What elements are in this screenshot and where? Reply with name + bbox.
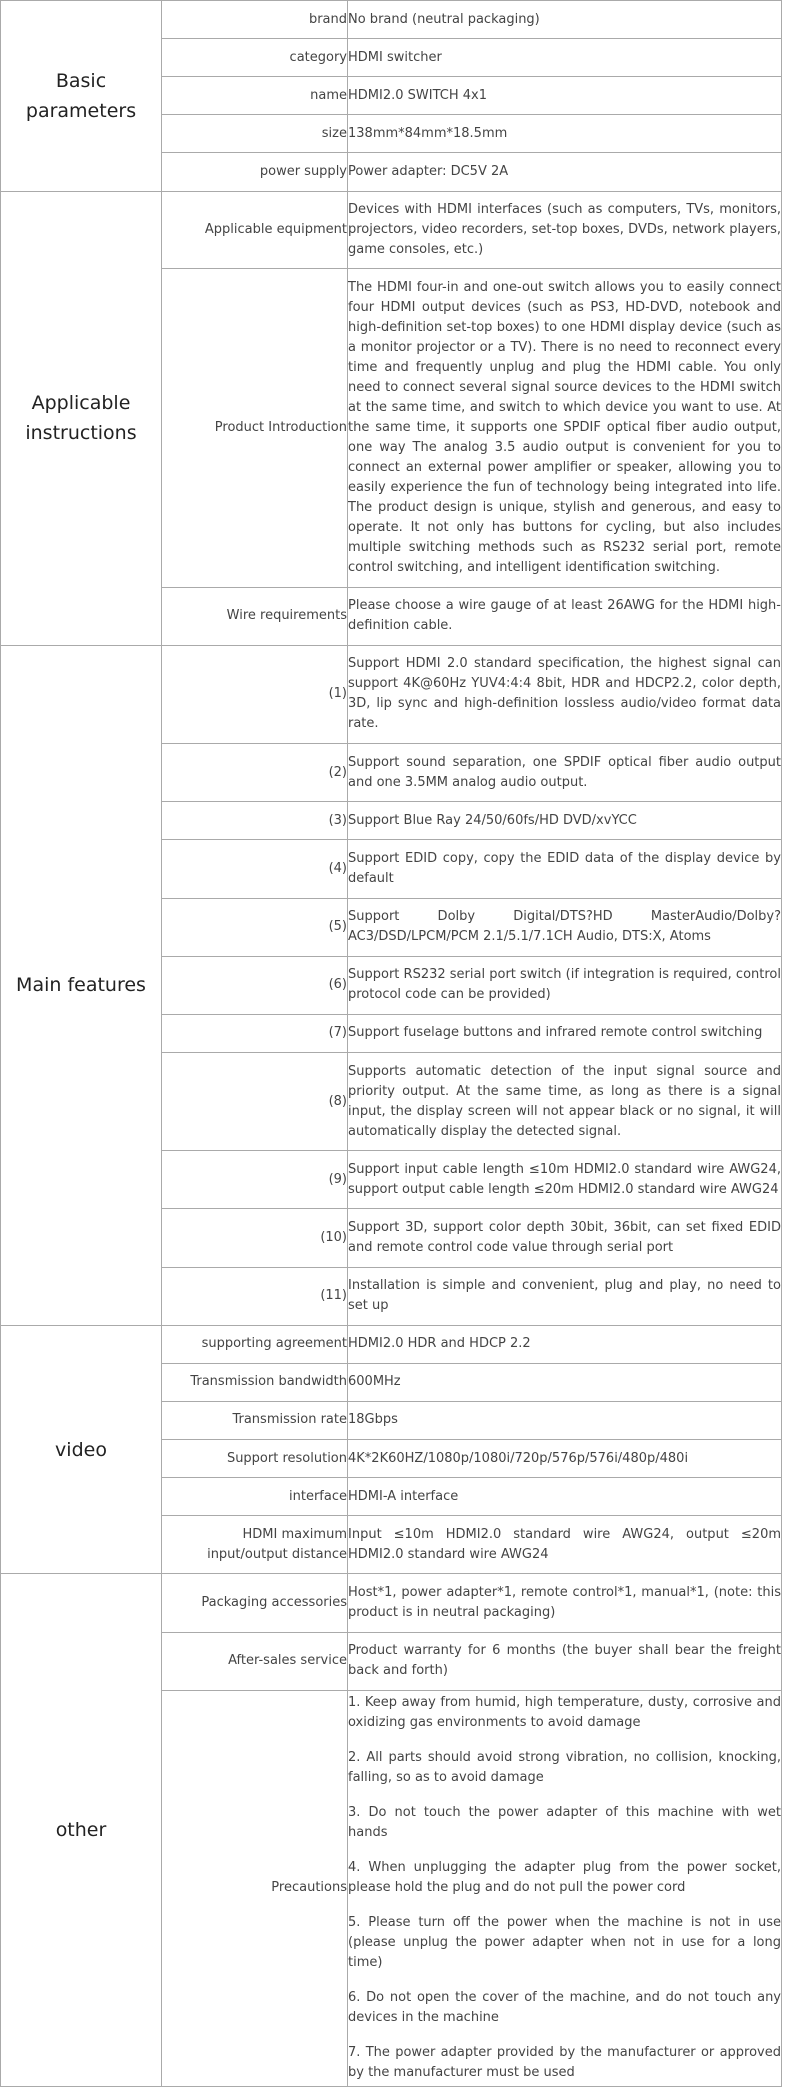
row-label: (2) — [162, 744, 348, 802]
row-value: Support Blue Ray 24/50/60fs/HD DVD/xvYCC — [348, 802, 782, 840]
group-other: other — [1, 1574, 162, 2087]
row-value: The HDMI four-in and one-out switch allows you to easily connect four HDMI output devices (such as PS3, HD-DVD, notebook and high-definition set-top boxes) to one HDMI display device (such as a monitor projector or a TV). There is no need to reconnect every time and frequently unplug and plug the HDMI cable. You only need to connect several signal source devices to the HDMI switch at the same time, and switch to which device you want to use. At the same time, it supports one SPDIF optical fiber audio output, one way The analog 3.5 audio output is convenient for you to connect an external power amplifier or speaker, allowing you to easily experience the fun of technology being integrated into life. The product design is unique, stylish and generous, and easy to operate. It not only has buttons for cycling, but also includes multiple switching methods such as RS232 serial port, remote control switching, and intelligent identification switching. — [348, 268, 782, 587]
row-value: Support sound separation, one SPDIF optical fiber audio output and one 3.5MM analog audio output. — [348, 744, 782, 802]
row-value: No brand (neutral packaging) — [348, 1, 782, 39]
precaution-item: 6. Do not open the cover of the machine, and do not touch any devices in the machine — [348, 1990, 781, 2026]
row-value: Installation is simple and convenient, plug and play, no need to set up — [348, 1267, 782, 1325]
precaution-item: 4. When unplugging the adapter plug from the power socket, please hold the plug and do not pull the power cord — [348, 1860, 781, 1896]
row-label: Packaging accessories — [162, 1574, 348, 1632]
row-value: 4K*2K60HZ/1080p/1080i/720p/576p/576i/480p/480i — [348, 1440, 782, 1478]
row-value: Support input cable length ≤10m HDMI2.0 standard wire AWG24, support output cable length ≤20m HDMI2.0 standard wire AWG24 — [348, 1151, 782, 1209]
row-value: Please choose a wire gauge of at least 26AWG for the HDMI high-definition cable. — [348, 587, 782, 645]
row-label: Support resolution — [162, 1440, 348, 1478]
row-value: Supports automatic detection of the input signal source and priority output. At the same time, as long as there is a signal input, the display screen will not appear black or no signal, it will automatically display the detected signal. — [348, 1052, 782, 1150]
table-row — [1, 1325, 782, 1363]
row-label: (8) — [162, 1052, 348, 1150]
row-label: HDMI maximum input/output distance — [162, 1516, 348, 1574]
table-row — [1, 645, 782, 743]
group-basic-parameters: Basic parameters — [1, 1, 162, 192]
group-video: video — [1, 1325, 162, 1574]
row-value: HDMI2.0 HDR and HDCP 2.2 — [348, 1325, 782, 1363]
row-label: (7) — [162, 1014, 348, 1052]
row-label: (11) — [162, 1267, 348, 1325]
row-value: Power adapter: DC5V 2A — [348, 153, 782, 191]
row-value: HDMI-A interface — [348, 1478, 782, 1516]
row-value: HDMI switcher — [348, 39, 782, 77]
group-applicable-instructions: Applicable instructions — [1, 191, 162, 645]
row-value: Support 3D, support color depth 30bit, 36bit, can set fixed EDID and remote control code value through serial port — [348, 1209, 782, 1267]
row-label: power supply — [162, 153, 348, 191]
row-label: Precautions — [162, 1690, 348, 2086]
row-label: Transmission rate — [162, 1401, 348, 1439]
row-label: (10) — [162, 1209, 348, 1267]
row-value: HDMI2.0 SWITCH 4x1 — [348, 77, 782, 115]
row-label: brand — [162, 1, 348, 39]
table-row — [1, 1574, 782, 1632]
row-label: (1) — [162, 645, 348, 743]
precaution-item: 1. Keep away from humid, high temperature, dusty, corrosive and oxidizing gas environments to avoid damage — [348, 1695, 781, 1731]
row-value: Support EDID copy, copy the EDID data of the display device by default — [348, 840, 782, 898]
row-label: (4) — [162, 840, 348, 898]
row-value: 18Gbps — [348, 1401, 782, 1439]
row-label: (6) — [162, 956, 348, 1014]
row-label: Applicable equipment — [162, 191, 348, 268]
row-value: 138mm*84mm*18.5mm — [348, 115, 782, 153]
row-label: category — [162, 39, 348, 77]
precaution-item: 3. Do not touch the power adapter of this machine with wet hands — [348, 1805, 781, 1841]
row-label: (9) — [162, 1151, 348, 1209]
precautions-list — [348, 1690, 782, 2086]
row-label: (5) — [162, 898, 348, 956]
row-label: supporting agreement — [162, 1325, 348, 1363]
row-label: Transmission bandwidth — [162, 1363, 348, 1401]
table-row — [1, 1, 782, 39]
row-value: Support Dolby Digital/DTS?HD MasterAudio/Dolby? AC3/DSD/LPCM/PCM 2.1/5.1/7.1CH Audio, DTS:X, Atoms — [348, 898, 782, 956]
table-row — [1, 191, 782, 268]
row-label: Wire requirements — [162, 587, 348, 645]
row-label: Product Introduction — [162, 268, 348, 587]
precaution-item: 2. All parts should avoid strong vibration, no collision, knocking, falling, so as to avoid damage — [348, 1750, 781, 1786]
row-value: Input ≤10m HDMI2.0 standard wire AWG24, output ≤20m HDMI2.0 standard wire AWG24 — [348, 1516, 782, 1574]
row-value: Product warranty for 6 months (the buyer shall bear the freight back and forth) — [348, 1632, 782, 1690]
precaution-item: 7. The power adapter provided by the manufacturer or approved by the manufacturer must be used — [348, 2045, 781, 2081]
row-label: name — [162, 77, 348, 115]
row-label: size — [162, 115, 348, 153]
row-label: After-sales service — [162, 1632, 348, 1690]
group-main-features: Main features — [1, 645, 162, 1325]
row-label: interface — [162, 1478, 348, 1516]
row-value: Support RS232 serial port switch (if integration is required, control protocol code can be provided) — [348, 956, 782, 1014]
row-value: Host*1, power adapter*1, remote control*1, manual*1, (note: this product is in neutral packaging) — [348, 1574, 782, 1632]
row-value: Devices with HDMI interfaces (such as computers, TVs, monitors, projectors, video recorders, set-top boxes, DVDs, network players, game consoles, etc.) — [348, 191, 782, 268]
row-value: 600MHz — [348, 1363, 782, 1401]
precaution-item: 5. Please turn off the power when the machine is not in use (please unplug the power adapter when not in use for a long time) — [348, 1915, 781, 1971]
row-label: (3) — [162, 802, 348, 840]
row-value: Support fuselage buttons and infrared remote control switching — [348, 1014, 782, 1052]
row-value: Support HDMI 2.0 standard specification, the highest signal can support 4K@60Hz YUV4:4:4 8bit, HDR and HDCP2.2, color depth, 3D, lip sync and high-definition lossless audio/video format data rate. — [348, 645, 782, 743]
